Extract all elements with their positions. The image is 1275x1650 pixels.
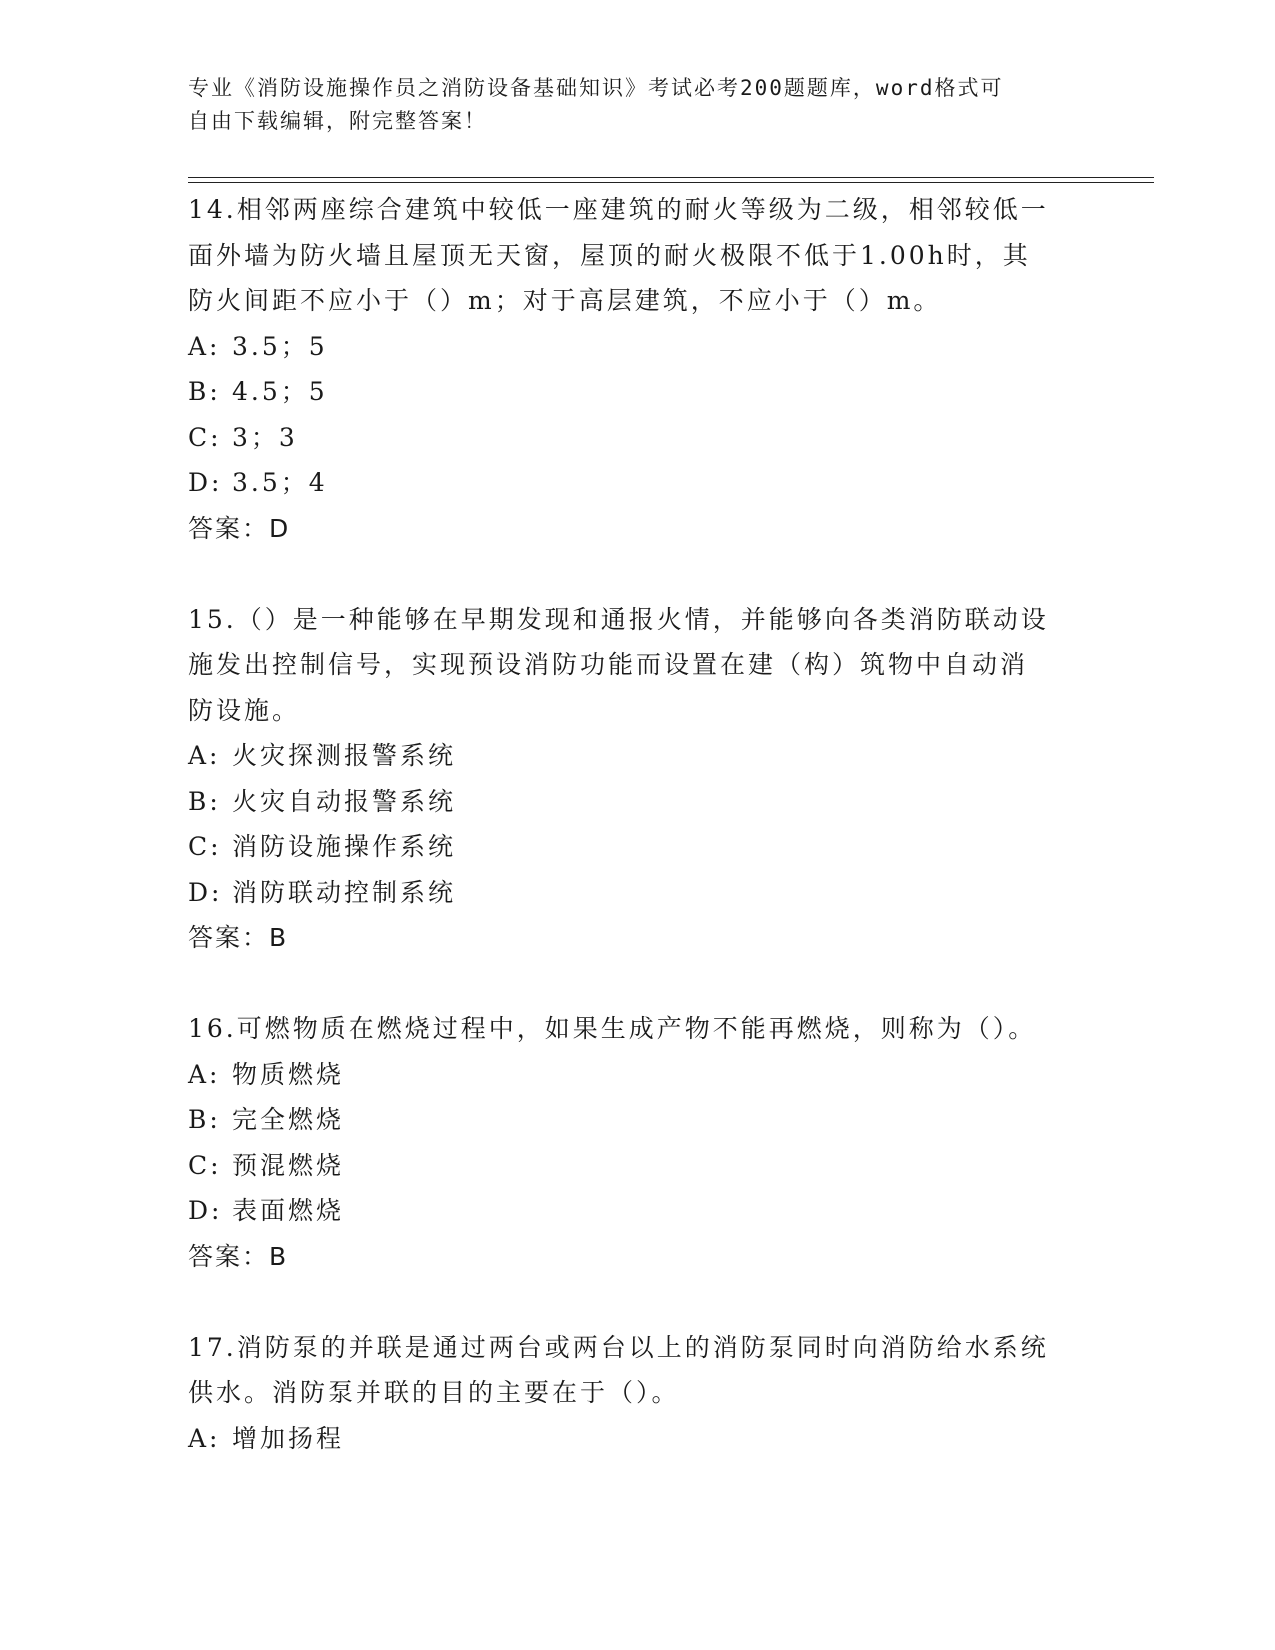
option-text: 消防设施操作系统 bbox=[232, 832, 457, 861]
question-text-line: 17.消防泵的并联是通过两台或两台以上的消防泵同时向消防给水系统 bbox=[188, 1332, 1049, 1362]
header-divider-bottom bbox=[188, 182, 1154, 183]
option-a bbox=[188, 733, 1088, 779]
question-spacer bbox=[188, 551, 1088, 597]
question-15 bbox=[188, 597, 1088, 961]
question-14 bbox=[188, 187, 1088, 551]
question-spacer bbox=[188, 961, 1088, 1007]
option-text: 火灾自动报警系统 bbox=[232, 786, 457, 816]
header-divider-top bbox=[188, 177, 1154, 178]
option-c bbox=[188, 415, 1088, 461]
question-text-line: 15.（）是一种能够在早期发现和通报火情，并能够向各类消防联动设 bbox=[188, 604, 1049, 634]
option-a bbox=[188, 1052, 1088, 1098]
option-text: 完全燃烧 bbox=[232, 1105, 345, 1134]
question-text-line: 面外墙为防火墙且屋顶无天窗，屋顶的耐火极限不低于1.00h时，其 bbox=[188, 240, 1031, 270]
option-letter: A: bbox=[188, 741, 221, 770]
answer-line: 答案：B bbox=[188, 1241, 289, 1271]
option-a bbox=[188, 324, 1088, 370]
option-letter: B: bbox=[188, 377, 221, 406]
option-text: 火灾探测报警系统 bbox=[232, 741, 457, 770]
option-letter: A: bbox=[188, 1059, 221, 1089]
option-b bbox=[188, 1097, 1088, 1143]
option-a bbox=[188, 1416, 1088, 1462]
question-16 bbox=[188, 1006, 1088, 1279]
option-letter: C: bbox=[188, 832, 222, 861]
option-letter: C: bbox=[188, 422, 222, 452]
question-text-line: 16.可燃物质在燃烧过程中，如果生成产物不能再燃烧，则称为（）。 bbox=[188, 1014, 1037, 1043]
option-text: 消防联动控制系统 bbox=[232, 877, 457, 907]
option-c bbox=[188, 824, 1088, 870]
option-letter: B: bbox=[188, 786, 221, 816]
option-letter: D: bbox=[188, 877, 223, 907]
question-text-line: 供水。消防泵并联的目的主要在于（）。 bbox=[188, 1378, 680, 1407]
option-letter: A: bbox=[188, 331, 221, 361]
option-letter: A: bbox=[188, 1423, 221, 1453]
question-text-line: 施发出控制信号，实现预设消防功能而设置在建（构）筑物中自动消 bbox=[188, 650, 1029, 679]
header-line-2: 自由下载编辑，附完整答案！ bbox=[188, 109, 487, 133]
answer-line: 答案：D bbox=[188, 513, 291, 543]
option-d bbox=[188, 1188, 1088, 1234]
option-d bbox=[188, 870, 1088, 916]
question-list bbox=[188, 187, 1088, 1461]
option-text: 物质燃烧 bbox=[232, 1059, 345, 1089]
question-text-line: 防火间距不应小于（）m；对于高层建筑，不应小于（）m。 bbox=[188, 286, 942, 315]
option-b bbox=[188, 369, 1088, 415]
option-text: 增加扬程 bbox=[232, 1423, 345, 1453]
question-text-line: 14.相邻两座综合建筑中较低一座建筑的耐火等级为二级，相邻较低一 bbox=[188, 195, 1049, 224]
option-text: 表面燃烧 bbox=[232, 1196, 345, 1225]
option-text: 3；3 bbox=[232, 422, 298, 452]
question-17 bbox=[188, 1325, 1088, 1462]
option-letter: D: bbox=[188, 1196, 223, 1225]
option-letter: B: bbox=[188, 1105, 221, 1134]
option-text: 3.5；5 bbox=[232, 331, 328, 361]
question-spacer bbox=[188, 1279, 1088, 1325]
option-text: 3.5；4 bbox=[232, 468, 328, 497]
option-text: 4.5；5 bbox=[232, 377, 328, 406]
option-d bbox=[188, 460, 1088, 506]
option-text: 预混燃烧 bbox=[232, 1150, 345, 1180]
answer-line: 答案：B bbox=[188, 923, 289, 952]
question-text-line: 防设施。 bbox=[188, 695, 301, 725]
option-b bbox=[188, 779, 1088, 825]
option-c bbox=[188, 1143, 1088, 1189]
document-header bbox=[188, 72, 1068, 138]
option-letter: D: bbox=[188, 468, 223, 497]
option-letter: C: bbox=[188, 1150, 222, 1180]
header-line-1: 专业《消防设施操作员之消防设备基础知识》考试必考200题题库，word格式可 bbox=[188, 76, 1004, 100]
